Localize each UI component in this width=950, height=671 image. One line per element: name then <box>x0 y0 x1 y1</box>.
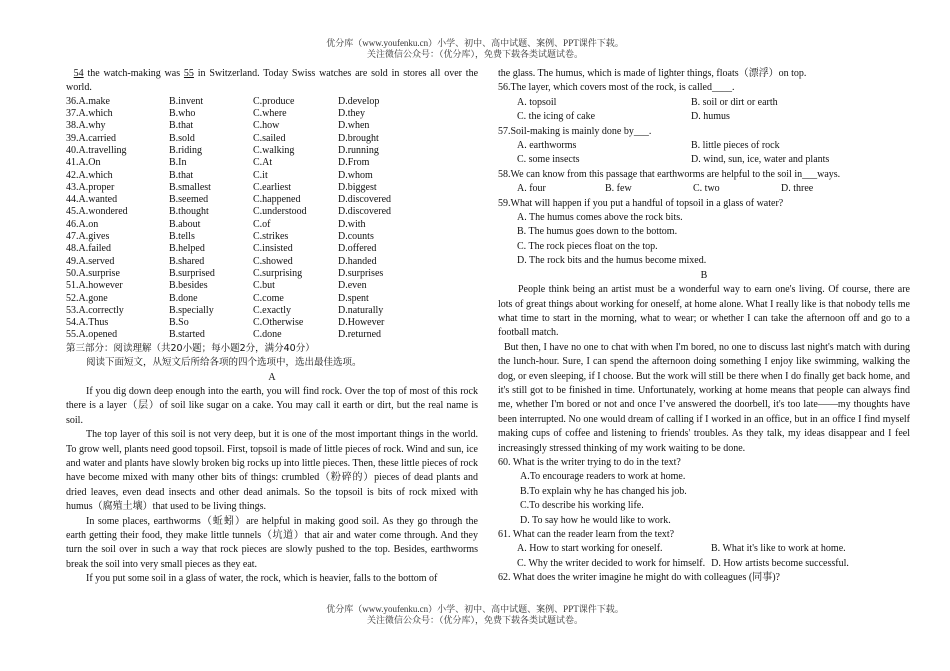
cloze-option[interactable]: B.In <box>169 157 187 169</box>
cloze-option[interactable]: 48.A.failed <box>66 243 111 255</box>
cloze-option-row <box>66 108 478 120</box>
cloze-option[interactable]: C.earliest <box>253 181 292 193</box>
cloze-option[interactable]: 37.A.which <box>66 108 113 120</box>
q56-option-c[interactable]: C. the icing of cake <box>517 111 596 123</box>
cloze-option-row <box>66 268 478 280</box>
cloze-option[interactable]: C.produce <box>253 95 295 107</box>
cloze-option-row <box>66 280 478 292</box>
cloze-option[interactable]: D.surprises <box>338 267 384 279</box>
page-footer <box>0 604 950 626</box>
cloze-option[interactable]: 38.A.why <box>66 120 106 132</box>
cloze-option[interactable]: D.naturally <box>338 304 384 316</box>
q61-option-a[interactable]: A. How to start working for oneself. <box>517 543 663 555</box>
section-3-title: 第三部分：阅读理解（共20小题；每小题2分，满分40分） <box>66 342 315 354</box>
q59-option-d[interactable]: D. The rock bits and the humus become mixed. <box>517 255 707 267</box>
cloze-option[interactable]: C.Otherwise <box>253 317 304 329</box>
question-56: 56.The layer, which covers most of the rock, is called____. <box>498 82 735 94</box>
cloze-option[interactable]: C.it <box>253 169 268 181</box>
left-column <box>66 67 478 587</box>
q59-option-c[interactable]: C. The rock pieces float on the top. <box>517 240 658 252</box>
q56-option-b[interactable]: B. soil or dirt or earth <box>691 96 778 108</box>
cloze-option[interactable]: D.handed <box>338 255 377 267</box>
cloze-option[interactable]: C.come <box>253 292 284 304</box>
passage-a-p4: If you put some soil in a glass of water, the rock, which is heavier, falls to the bottom of <box>86 573 438 585</box>
cloze-option[interactable]: B.surprised <box>169 267 215 279</box>
q56-option-d[interactable]: D. humus <box>691 111 730 123</box>
cloze-option[interactable]: B.thought <box>169 206 209 218</box>
cloze-option[interactable]: 52.A.gone <box>66 292 108 304</box>
q58-option-c[interactable]: C. two <box>693 183 720 195</box>
q57-option-b[interactable]: B. little pieces of rock <box>691 140 780 152</box>
cloze-option[interactable]: D.whom <box>338 169 373 181</box>
q58-option-a[interactable]: A. four <box>517 183 546 195</box>
cloze-option[interactable]: 55.A.opened <box>66 329 118 341</box>
cloze-option-row <box>66 182 478 194</box>
cloze-option-row <box>66 206 478 218</box>
cloze-option[interactable]: D.From <box>338 157 370 169</box>
cloze-option[interactable]: B.riding <box>169 145 203 156</box>
q57-option-a[interactable]: A. earthworms <box>517 140 577 152</box>
cloze-option-row <box>66 194 478 206</box>
cloze-option[interactable]: D.discovered <box>338 206 392 218</box>
cloze-option[interactable]: 44.A.wanted <box>66 194 118 206</box>
cloze-option-row <box>66 145 478 157</box>
cloze-option[interactable]: 36.A.make <box>66 95 110 107</box>
cloze-option[interactable]: D.However <box>338 317 385 329</box>
cloze-option[interactable]: 47.A.gives <box>66 231 110 243</box>
cloze-option[interactable]: 39.A.carried <box>66 132 116 144</box>
passage-b-label: B <box>700 269 708 281</box>
cloze-option[interactable]: B.smallest <box>169 181 211 193</box>
q58-option-d[interactable]: D. three <box>781 183 814 195</box>
passage-a-p3: In some places, earthworms（蚯蚓）are helpful in making good soil. As they go through the earth getting their food, they make little tunnels（坑道）that air and water come through. And they turn the soil over in such a way that rock pieces are slowly pushed to the top. Besides, earthworms break the soil into very small pieces as they eat. <box>66 515 478 570</box>
cloze-option[interactable]: D.develop <box>338 95 380 107</box>
question-59: 59.What will happen if you put a handful of topsoil in a glass of water? <box>498 197 784 209</box>
cloze-option[interactable]: C.insisted <box>253 243 293 255</box>
cloze-option[interactable]: C.At <box>253 157 273 169</box>
page-header <box>0 38 950 60</box>
passage-b-p1: People think being an artist must be a wonderful way to earn one's living. Of course, there are lots of great things about working for oneself, at home alone. What I really like is that nobody tells me what time to start in the morning, what to wear; or whether I can take the afternoon off and go to a football match. <box>498 284 910 339</box>
cloze-option[interactable]: C.exactly <box>253 304 292 316</box>
cloze-option[interactable]: B.sold <box>169 132 195 144</box>
cloze-option[interactable]: C.showed <box>253 255 293 267</box>
cloze-option[interactable]: C.surprising <box>253 267 303 279</box>
q61-option-d[interactable]: D. How artists become successful. <box>711 557 849 569</box>
cloze-option[interactable]: C.happened <box>253 194 301 206</box>
q61-option-c[interactable]: C. Why the writer decided to work for himself. <box>517 557 706 569</box>
footer-line-1: 优分库（www.youfenku.cn）小学、初中、高中试题、案例、PPT课件下载。 <box>326 604 624 614</box>
passage-a-continued: the glass. The humus, which is made of lighter things, floats（漂浮）on top. <box>498 68 807 79</box>
cloze-option[interactable]: D.even <box>338 280 367 292</box>
footer-line-2: 关注微信公众号：（优分库），免费下载各类试题试卷。 <box>366 615 583 625</box>
cloze-option[interactable]: B.started <box>169 329 205 341</box>
cloze-option[interactable]: 54.A.Thus <box>66 317 109 329</box>
cloze-option[interactable]: B.invent <box>169 95 204 107</box>
cloze-option-row <box>66 317 478 329</box>
cloze-option-row <box>66 329 478 341</box>
cloze-option[interactable]: B.about <box>169 218 201 230</box>
cloze-option[interactable]: B.So <box>169 317 189 329</box>
cloze-option[interactable]: 49.A.served <box>66 255 115 267</box>
cloze-option[interactable]: 45.A.wondered <box>66 206 128 218</box>
header-line-1: 优分库（www.youfenku.cn）小学、初中、高中试题、案例、PPT课件下载。 <box>326 38 624 48</box>
q59-option-a[interactable]: A. The humus comes above the rock bits. <box>517 212 683 224</box>
cloze-option[interactable]: D.when <box>338 120 370 132</box>
cloze-option[interactable]: B.besides <box>169 280 208 292</box>
q57-option-d[interactable]: D. wind, sun, ice, water and plants <box>691 154 830 166</box>
cloze-option-row <box>66 157 478 169</box>
cloze-option-row <box>66 170 478 182</box>
q57-option-c[interactable]: C. some insects <box>517 154 580 166</box>
cloze-option[interactable]: C.sailed <box>253 132 286 144</box>
cloze-option-row <box>66 256 478 268</box>
cloze-option[interactable]: B.helped <box>169 243 205 255</box>
q61-option-b[interactable]: B. What it's like to work at home. <box>711 543 846 555</box>
passage-a-p2: The top layer of this soil is not very deep, but it is one of the most important things in the world. To grow well, plants need good topsoil. First, topsoil is made of little pieces of rock. Wind and sun, ice and water and plants have slowly broken big rocks up into little pieces. Then, these little pieces of rock have become mixed with many other bits of things: crumbled（粉碎的）pieces of dead plants and dried leaves, even dead insects and other dead animals. So the topsoil is bits of rock mixed with humus（腐殖土壤）that used to be living things. <box>66 429 478 513</box>
blank-55: 55 <box>183 68 194 79</box>
cloze-option[interactable]: C.done <box>253 329 282 341</box>
cloze-ending: 54 the watch-making was 55 in Switzerland. Today Swiss watches are sold in stores all over the world. <box>66 68 479 94</box>
cloze-option-row <box>66 293 478 305</box>
cloze-option[interactable]: 46.A.on <box>66 218 99 230</box>
cloze-option-row <box>66 231 478 243</box>
instruction: 阅读下面短文，从短文后所给各项的四个选项中，选出最佳选项。 <box>86 357 362 369</box>
cloze-option[interactable]: B.that <box>169 169 194 181</box>
cloze-option[interactable]: B.that <box>169 120 194 132</box>
cloze-option[interactable]: C.of <box>253 218 271 230</box>
cloze-option[interactable]: 40.A.travelling <box>66 145 127 156</box>
cloze-option[interactable]: B.specially <box>169 304 214 316</box>
cloze-option[interactable]: D.returned <box>338 329 382 341</box>
cloze-option-row <box>66 96 478 108</box>
cloze-option[interactable]: D.offered <box>338 243 377 255</box>
q58-option-b[interactable]: B. few <box>605 183 632 195</box>
cloze-option[interactable]: B.seemed <box>169 194 209 206</box>
cloze-option-row <box>66 133 478 145</box>
question-58: 58.We can know from this passage that earthworms are helpful to the soil in___ways. <box>498 168 841 180</box>
passage-b-p2: But then, I have no one to chat with when I'm bored, no one to discuss last night's match with during the lunch-hour. Sure, I can spend the afternoon doing something I enjoy like swimming, walking the dog, or even sleeping, if I choose. But the work will still be there when I do finally get back home, and it's still got to be finished in time. Unfortunately, working at home means that people can always find me, whether I'm bored or not and once I’ve answered the doorbell, it's too late——my thoughts have been interrupted. No one would dream of calling if I worked in an office, but in an office I find myself making cups of coffee and listening to friends' troubles. As they talk, my ideas disappear and I feel increasingly stressed thinking of my work waiting to be done. <box>498 341 910 454</box>
question-60: 60. What is the writer trying to do in the text? <box>498 456 681 468</box>
cloze-option[interactable]: 51.A.however <box>66 280 123 292</box>
cloze-option[interactable]: D.biggest <box>338 181 377 193</box>
q60-option-b[interactable]: B.To explain why he has changed his job. <box>520 485 687 497</box>
cloze-option[interactable]: D.running <box>338 145 379 156</box>
cloze-option[interactable]: 41.A.On <box>66 157 101 169</box>
q60-option-c[interactable]: C.To describe his working life. <box>520 500 644 512</box>
q56-option-a[interactable]: A. topsoil <box>517 96 557 108</box>
cloze-options <box>66 96 478 342</box>
q60-option-a[interactable]: A.To encourage readers to work at home. <box>520 471 686 483</box>
passage-a-p1: If you dig down deep enough into the earth, you will find rock. Over the top of most of this rock there is a layer（层）of soil like sugar on a cake. You may call it earth or dirt, but the real name is soil. <box>66 385 478 426</box>
cloze-option-row <box>66 120 478 132</box>
q60-option-d[interactable]: D. To say how he would like to work. <box>520 514 671 526</box>
cloze-option[interactable]: D.discovered <box>338 194 392 206</box>
passage-a-label: A <box>268 371 276 383</box>
cloze-option[interactable]: B.who <box>169 108 196 120</box>
cloze-option-row <box>66 305 478 317</box>
header-line-2: 关注微信公众号：（优分库），免费下载各类试题试卷。 <box>366 49 583 59</box>
cloze-option[interactable]: 53.A.correctly <box>66 304 124 316</box>
cloze-option[interactable]: D.they <box>338 108 365 120</box>
cloze-option[interactable]: D.with <box>338 218 366 230</box>
cloze-option[interactable]: C.understood <box>253 206 307 218</box>
cloze-option[interactable]: B.done <box>169 292 198 304</box>
right-column <box>498 67 910 586</box>
cloze-option[interactable]: D.brought <box>338 132 379 144</box>
question-61: 61. What can the reader learn from the text? <box>498 529 675 540</box>
cloze-option[interactable]: C.where <box>253 108 287 120</box>
cloze-option[interactable]: C.but <box>253 280 275 292</box>
cloze-option-row <box>66 243 478 255</box>
cloze-option[interactable]: D.spent <box>338 292 369 304</box>
cloze-option[interactable]: 50.A.surprise <box>66 267 120 279</box>
cloze-option[interactable]: C.how <box>253 120 280 132</box>
cloze-option[interactable]: C.strikes <box>253 231 289 243</box>
cloze-option[interactable]: D.counts <box>338 231 374 243</box>
cloze-option[interactable]: 43.A.proper <box>66 181 115 193</box>
question-57: 57.Soil-making is mainly done by___. <box>498 125 652 137</box>
cloze-option[interactable]: B.shared <box>169 255 205 267</box>
q59-option-b[interactable]: B. The humus goes down to the bottom. <box>517 226 678 238</box>
cloze-option[interactable]: B.tells <box>169 231 195 243</box>
cloze-option[interactable]: C.walking <box>253 145 295 156</box>
question-62: 62. What does the writer imagine he might do with colleagues (同事)? <box>498 572 780 584</box>
cloze-option[interactable]: 42.A.which <box>66 169 113 181</box>
blank-54: 54 <box>73 68 84 79</box>
cloze-option-row <box>66 219 478 231</box>
